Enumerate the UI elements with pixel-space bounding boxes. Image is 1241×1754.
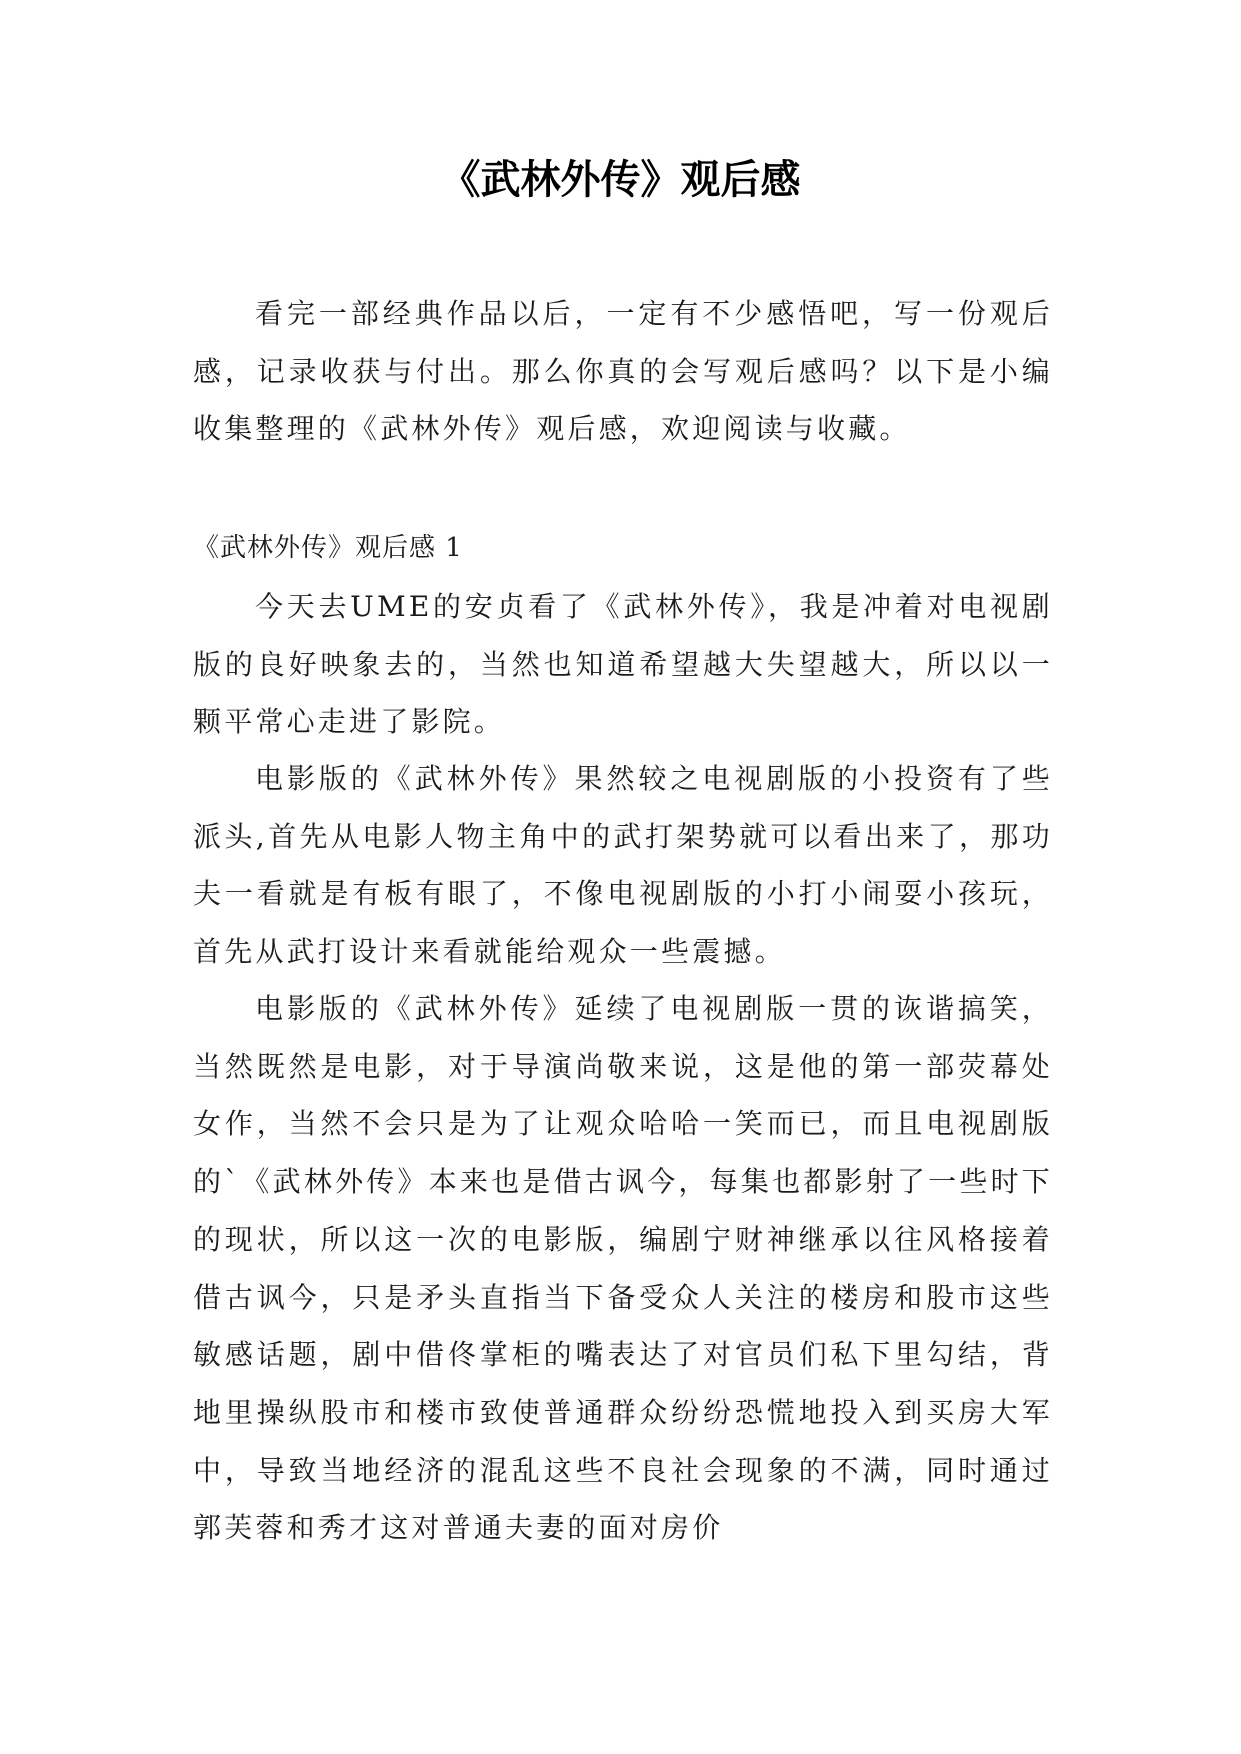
- body-paragraph-1: 今天去UME的安贞看了《武林外传》，我是冲着对电视剧版的良好映象去的，当然也知道希望越大失望越大，所以以一颗平常心走进了影院。: [193, 590, 1053, 739]
- section-heading: 《武林外传》观后感 1: [193, 533, 463, 563]
- body-paragraph-2: 电影版的《武林外传》果然较之电视剧版的小投资有了些派头,首先从电影人物主角中的武打架势就可以看出来了，那功夫一看就是有板有眼了，不像电视剧版的小打小闹耍小孩玩，首先从武打设计来看就能给观众一些震撼。: [193, 762, 1053, 969]
- document-title: 《武林外传》观后感: [440, 157, 801, 203]
- intro-paragraph: 看完一部经典作品以后，一定有不少感悟吧，写一份观后感，记录收获与付出。那么你真的会写观后感吗？以下是小编收集整理的《武林外传》观后感，欢迎阅读与收藏。: [193, 297, 1053, 446]
- body-paragraph-3: 电影版的《武林外传》延续了电视剧版一贯的诙谐搞笑，当然既然是电影，对于导演尚敬来说，这是他的第一部荧幕处女作，当然不会只是为了让观众哈哈一笑而已，而且电视剧版的`《武林外传》本来也是借古讽今，每集也都影射了一些时下的现状，所以这一次的电影版，编剧宁财神继承以往风格接着借古讽今，只是矛头直指当下备受众人关注的楼房和股市这些敏感话题，剧中借佟掌柜的嘴表达了对官员们私下里勾结，背地里操纵股市和楼市致使普通群众纷纷恐慌地投入到买房大军中，导致当地经济的混乱这些不良社会现象的不满，同时通过郭芙蓉和秀才这对普通夫妻的面对房价: [193, 992, 1053, 1545]
